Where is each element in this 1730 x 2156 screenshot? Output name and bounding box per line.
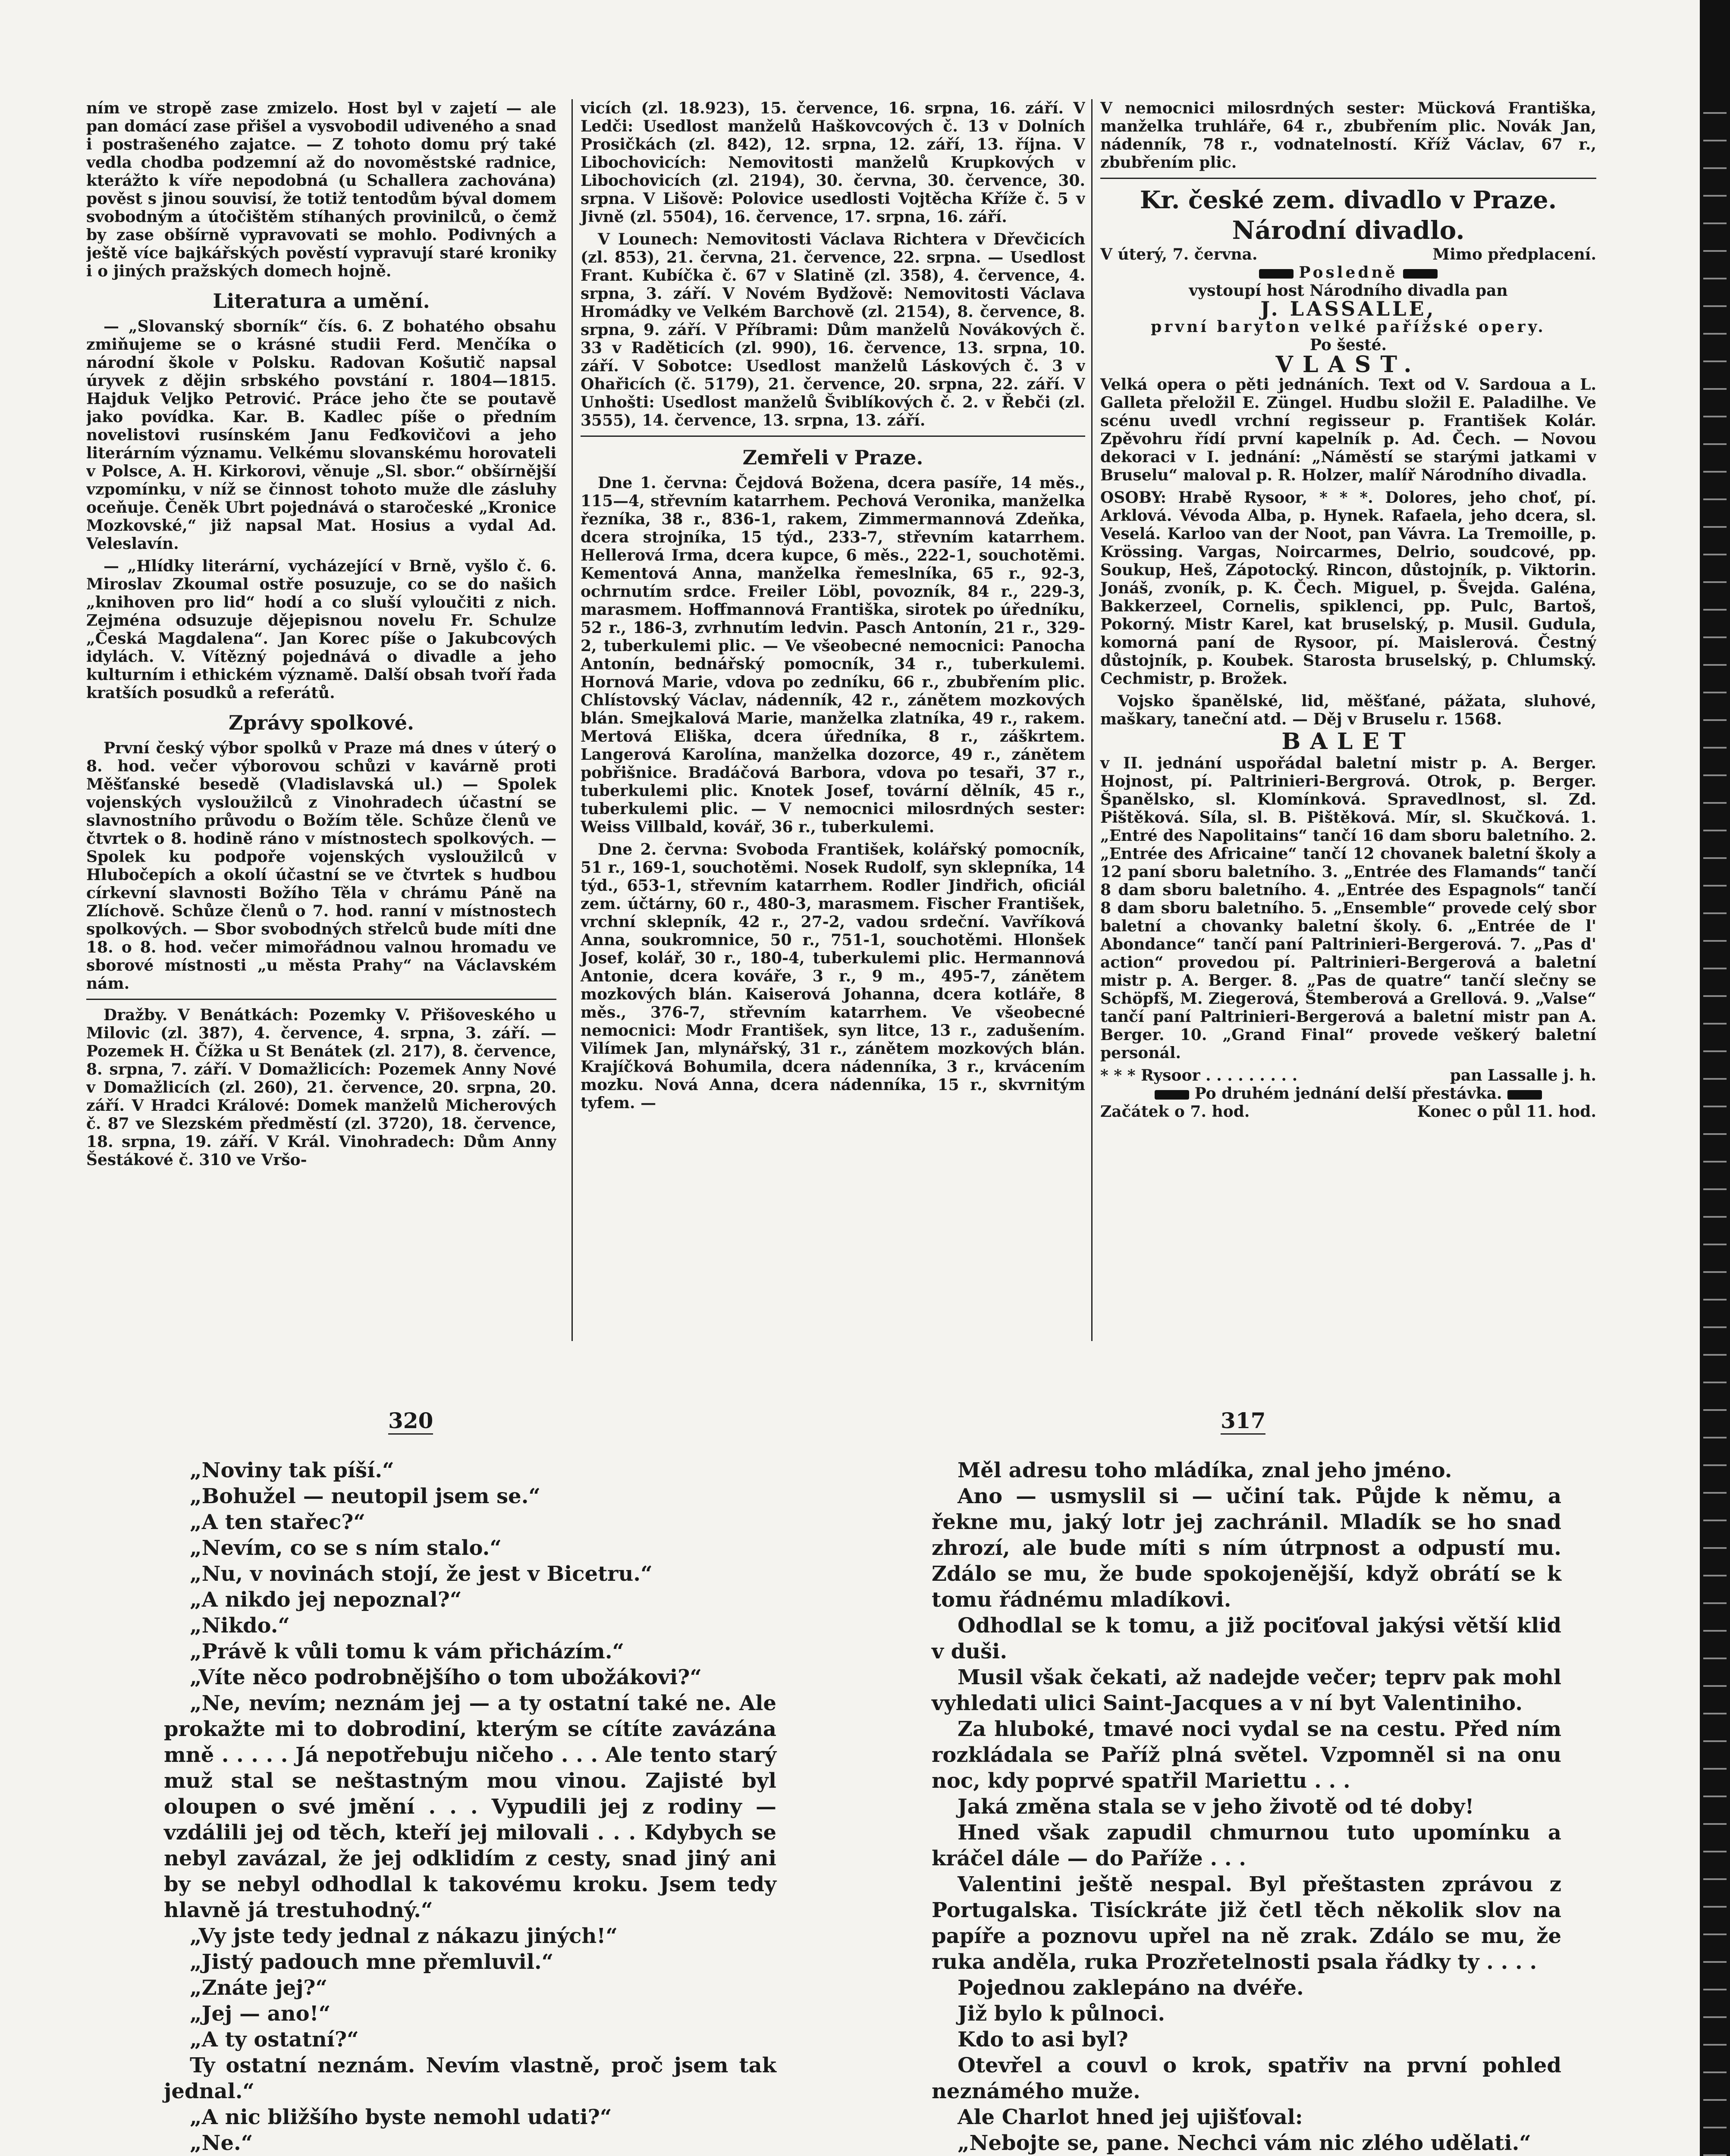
novel-paragraph: Kdo to asi byl? bbox=[958, 2028, 1128, 2052]
cast-list: OSOBY: Hrabě Rysoor, * * *. Dolores, jeho choť, pí. Arklová. Vévoda Alba, p. Hynek. Rafaela, jeho dcera, sl. Veselá. Karloo van der Noot, pan Vávra. La Tremoille, p. Krössing. Vargas, Noircarmes, Delrio, soudcové, pp. Soukup, Heš, Zápotocký. Rincon, důstojník, p. Viktorin. Jonáš, zvoník, p. K. Čech. Miguel, p. Švejda. Galéna, Bakkerzeel, Cornelis, spiklenci, pp. Pulc, Bartoš, Pokorný. Mistr Karel, kat bruselský, p. Musil. Gudula, komorná paní de Rysoor, pí. Maislerová. Čestný důstojník, p. Koubek. Starosta bruselský, p. Chlumský. Cechmistr, p. Brožek. bbox=[1100, 489, 1596, 688]
novel-paragraph: „Jistý padouch mne přemluvil.“ bbox=[190, 1950, 554, 1974]
performance-date-row bbox=[1100, 245, 1596, 263]
opera-description: Velká opera o pěti jednáních. Text od V. Sardoua a L. Galleta přeložil E. Züngel. Hudbu složil E. Paladilhe. Ve scénu uvedl vrchní regisseur p. František Kolár. Zpěvohru řídí první kapelník p. Ad. Čech. — Novou dekoraci v I. jednání: „Náměstí se starými jatkami v Bruselu“ maloval p. R. Holzer, malíř Národního divadla. bbox=[1100, 376, 1596, 484]
novel-paragraph: „Jej — ano!“ bbox=[190, 2002, 331, 2026]
novel-paragraph: „Bohužel — neutopil jsem se.“ bbox=[190, 1484, 541, 1508]
page-number-left: 320 bbox=[388, 1408, 433, 1435]
intermission-text: Po druhém jednání delší přestávka. bbox=[1194, 1084, 1502, 1103]
rysoor-role: * * * Rysoor . . . . . . . . . bbox=[1100, 1066, 1298, 1084]
intermission-line bbox=[1100, 1084, 1596, 1103]
extras-list: Vojsko španělské, lid, měšťané, pážata, sluhové, maškary, taneční atd. — Děj v Bruselu r. 1568. bbox=[1100, 692, 1596, 728]
novel-paragraph: Jaká změna stala se v jeho životě od té doby! bbox=[958, 1795, 1474, 1819]
column-2 bbox=[571, 99, 1085, 1341]
subscription-note: Mimo předplacení. bbox=[1432, 245, 1596, 263]
theatre-header: Kr. české zem. divadlo v Praze. bbox=[1140, 186, 1557, 214]
zemreli-day-1: Dne 1. června: Čejdová Božena, dcera pasíře, 14 měs., 115—4, střevním katarrhem. Pechová Veronika, manželka řezníka, 38 r., 836-1, rakem, Zimmermannová Zdeňka, dcera strojníka, 15 týd., 233-7, střevním katarrhem. Hellerová Irma, dcera kupce, 6 měs., 222-1, souchotěmi. Kementová Anna, manželka řemeslníka, 65 r., 92-3, ochrnutím srdce. Freiler Löbl, povozník, 84 r., 229-3, marasmem. Hoffmannová Františka, sirotek po úředníku, 52 r., 186-3, zvrhnutím ledvin. Pasch Antonín, 21 r., 329-2, tuberkulemi plic. — Ve všeobecné nemocnici: Panocha Antonín, bednářský pomocník, 34 r., tuberkulemi. Hornová Marie, vdova po zedníku, 66 r., zbubřením plic. Chlístovský Václav, nádenník, 42 r., zánětem mozkových blán. Smejkalová Marie, manželka zlatníka, 49 r., rakem. Mertová Eliška, dcera úředníka, 8 r., záškrtem. Langerová Karolína, manželka dozorce, 49 r., zánětem pobřišnice. Bradáčová Barbora, vdova po tesaři, 37 r., tuberkulemi plic. Knotek Josef, tovární dělník, 45 r., tuberkulemi plic. — V nemocnici milosrdných sester: Weiss Villbald, kovář, 36 r., tuberkulemi. bbox=[581, 474, 1085, 836]
spolky-paragraph: První český výbor spolků v Praze má dnes v úterý o 8. hod. večer výborovou schůzi v kavárně proti Měšťanské besedě (Vladislavská ul.) — Spolek vojenských vysloužilců z Vinohradech účastní se slavnostního průvodu o Božím těle. Schůze členů ve čtvrtek o 8. hodině ráno v místnostech spolkových. — Spolek ku podpoře vojenských vysloužilců v Hlubočepích a okolí účastní se ve čtvrtek s hudbou církevní slavnosti Božího Těla v chrámu Páně na Zlíchově. Schůze členů o 7. hod. ranní v místnostech spolkových. — Sbor svobodných střelců bude míti dne 18. o 8. hod. večer mimořádnou valnou hromadu ve sborové místnosti „u města Prahy“ na Václavském nám. bbox=[86, 739, 556, 993]
article-legend-end: ním ve stropě zase zmizelo. Host byl v zajetí — ale pan domácí zase přišel a vysvobodil udiveného a snad i postrašeného zajatce. — Z tohoto domu prý také vedla chodba podzemní až do novoměstské radnice, kterážto k víře nepodobná (u Schallera zachována) pověst s jinou souvisí, že totiž tentodům býval domem svobodným a útočištěm stíhaných provinilců, o čemž by zase obšírně vypravovati se mohlo. Podivných a ještě více bajkářských pověstí vypravují staré kroniky i o jiných pražských domech hojně. bbox=[86, 99, 556, 280]
guest-line-2: první baryton velké pařížské opery. bbox=[1151, 318, 1546, 336]
column-3 bbox=[1091, 99, 1596, 1341]
lit-paragraph-2: — „Hlídky literární, vycházející v Brně, vyšlo č. 6. Miroslav Zkoumal ostře posuzuje, co se do našich „knihoven pro lid“ hodí a co sluší vyloučiti z nich. Zejména odsuzuje dějepisnou novelu Fr. Schulze „Česká Magdalena“. Jan Korec píše o Jakubcových idylách. V. Vítězný pojednává o divadle a jeho kulturním i ethickém významě. Další obsah tvoří řada kratších posudků a referátů. bbox=[86, 557, 556, 702]
novel-paragraph: „Znáte jej?“ bbox=[190, 1976, 328, 2000]
column-1 bbox=[86, 99, 556, 1341]
novel-paragraph: „Nebojte se, pane. Nechci vám nic zlého udělati.“ bbox=[958, 2131, 1531, 2155]
end-time: Konec o půl 11. hod. bbox=[1417, 1103, 1596, 1121]
novel-paragraph: Ty ostatní neznám. Nevím vlastně, proč jsem tak jednal.“ bbox=[164, 2053, 776, 2103]
novel-paragraph: Ale Charlot hned jej ujišťoval: bbox=[958, 2105, 1303, 2129]
novel-paragraph: „Ne.“ bbox=[190, 2131, 253, 2155]
section-title-literatura: Literatura a umění. bbox=[213, 289, 430, 313]
ballet-description: v II. jednání uspořádal baletní mistr p. A. Berger. Hojnost, pí. Paltrinieri-Bergrová. Otrok, p. Berger. Španělsko, sl. Klomínková. Spravedlnost, sl. Zd. Pištěková. Síla, sl. B. Pištěková. Mír, sl. Skučková. 1. „Entré des Napolitains“ tančí 16 dam sboru baletního. 2. „Entrée des Africaine“ tančí 12 chovanek baletní školy a 12 paní sboru baletního. 3. „Entrée des Flamands“ tančí 8 dam sboru baletního. 4. „Entrée des Espagnols“ tančí 8 dam sboru baletního. 5. „Ensemble“ provede celý sbor baletní a chovanky baletní školy. 6. „Entrée de l' Abondance“ tančí paní Paltrinieri-Bergerová. 7. „Pas d' action“ provedou pí. Paltrinieri-Bergerová a baletní mistr p. A. Berger. 8. „Pas de quatre“ tančí slečny se Schöpfš, M. Ziegerová, Štemberová a Grellová. 9. „Valse“ tančí paní Paltrinieri-Bergerová a baletní mistr pan A. Berger. 10. „Grand Final“ provede veškerý baletní personál. bbox=[1100, 754, 1596, 1062]
divider bbox=[581, 436, 1085, 437]
novel-paragraph: „Ne, nevím; neznám jej — a ty ostatní také ne. Ale prokažte mi to dobrodiní, kterým se cítíte zavázána mně . . . . . Já nepotřebuju ničeho . . . Ale tento starý muž stal se neštastným mou vinou. Zajisté byl oloupen o své jmění . . . Vypudili jej z rodiny — vzdálili jej od těch, kteří jej milovali . . . Kdybych se nebyl zavázal, že jej odklidím z cesty, snad jiný ani by se nebyl odhodlal k takovému kroku. Jsem tedy hlavně já trestuhodný.“ bbox=[164, 1691, 776, 1922]
last-performance-label: Posledně bbox=[1299, 263, 1398, 282]
novel-paragraph: Musil však čekati, až nadejde večer; teprv pak mohl vyhledati ulici Saint-Jacques a v ní byt Valentiniho. bbox=[932, 1665, 1561, 1715]
novel-paragraph: Za hluboké, tmavé noci vydal se na cestu. Před ním rozkládala se Paříž plná světel. Vzpomněl si na onu noc, kdy poprvé spatřil Mariettu . . . bbox=[932, 1717, 1561, 1793]
novel-paragraph: Odhodlal se k tomu, a již pociťoval jakýsi větší klid v duši. bbox=[932, 1614, 1561, 1664]
novel-paragraph: „A ty ostatní?“ bbox=[190, 2028, 359, 2052]
zemreli-day-2: Dne 2. června: Svoboda František, kolářský pomocník, 51 r., 169-1, souchotěmi. Nosek Rudolf, syn sklepníka, 14 týd., 653-1, střevním katarrhem. Rodler Jindřich, oficiál zem. účtárny, 60 r., 480-3, marasmem. Fischer František, vrchní sklepník, 42 r., 27-2, vadou srdeční. Vavříková Anna, soukromnice, 50 r., 751-1, souchotěmi. Hlonšek Josef, kolář, 30 r., 180-4, tuberkulemi plic. Hermannová Antonie, dcera kováře, 3 r., 9 m., 495-7, zánětem mozkových blán. Kaiserová Johanna, dcera kotláře, 8 měs., 376-7, střevním katarrhem. Ve všeobecné nemocnici: Modr František, syn litce, 13 r., zadušením. Vilímek Jan, mlynářský, 31 r., zánětem mozkových blán. Krajíčková Bohumila, dcera nádenníka, 3 r., krvácením mozku. Nová Anna, dcera nádenníka, 15 r., skvrnitým tyfem. — bbox=[581, 840, 1085, 1112]
performance-date: V úterý, 7. června. bbox=[1100, 245, 1258, 263]
novel-paragraph: „Víte něco podrobnějšího o tom ubožákovi?“ bbox=[190, 1665, 702, 1689]
newspaper-section bbox=[86, 99, 1596, 1341]
zemreli-cont: V nemocnici milosrdných sester: Mücková Františka, manželka truhláře, 64 r., zbubřením plic. Novák Jan, nádenník, 78 r., vodnatelností. Kříž Václav, 67 r., zbubřením plic. bbox=[1100, 99, 1596, 172]
novel-paragraph: „A ten stařec?“ bbox=[190, 1510, 365, 1534]
edge-ticks bbox=[1703, 86, 1727, 2156]
novel-column-right bbox=[932, 1457, 1561, 2156]
novel-paragraph: „Nevím, co se s ním stalo.“ bbox=[190, 1536, 502, 1560]
pointing-hand-icon bbox=[1155, 1090, 1189, 1100]
rysoor-row bbox=[1100, 1066, 1596, 1084]
novel-paragraph: Již bylo k půlnoci. bbox=[958, 2002, 1165, 2026]
novel-paragraph: Pojednou zaklepáno na dvéře. bbox=[958, 1976, 1304, 2000]
divider bbox=[1100, 178, 1596, 179]
section-title-zpravy: Zprávy spolkové. bbox=[228, 711, 414, 734]
novel-column-left bbox=[164, 1457, 776, 2156]
novel-paragraph: Otevřel a couvl o krok, spatřiv na první pohled neznámého muže. bbox=[932, 2053, 1561, 2103]
page-number-right: 317 bbox=[1221, 1408, 1265, 1435]
theatre-name: Národní divadlo. bbox=[1232, 216, 1465, 245]
guest-line-3: Po šesté. bbox=[1309, 336, 1387, 354]
novel-section bbox=[86, 1410, 1574, 2156]
drazby-cont-1: vicích (zl. 18.923), 15. července, 16. srpna, 16. září. V Ledči: Usedlost manželů Haškovcových č. 13 v Dolních Prosičkách (zl. 842), 12. srpna, 12. září, 13. října. V Libochovicích: Nemovitosti manželů Krupkových v Libochovicích (zl. 2194), 30. června, 30. července, 30. srpna. V Lišově: Polovice usedlosti Vojtěcha Kříže č. 5 v Jivně (zl. 5504), 16. července, 17. srpna, 16. září. bbox=[581, 99, 1085, 226]
novel-paragraph: „Noviny tak píší.“ bbox=[190, 1458, 394, 1482]
opera-title: VLAST. bbox=[1275, 351, 1421, 378]
novel-right-body bbox=[932, 1457, 1561, 2156]
drazby-cont-2: V Lounech: Nemovitosti Václava Richtera v Dřevčicích (zl. 853), 21. června, 21. července, 22. srpna. — Usedlost Frant. Kubíčka č. 67 v Slatině (zl. 358), 4. července, 4. srpna, 3. září. V Novém Bydžově: Nemovitosti Václava Hromádky ve Velkém Barchově (zl. 2154), 8. července, 8. srpna, 9. září. V Příbrami: Dům manželů Novákových č. 33 v Raděticích (zl. 990), 16. července, 13. srpna, 10. září. V Sobotce: Usedlost manželů Láskových č. 3 v Ohařicích (č. 5179), 21. července, 20. srpna, 22. září. V Unhošti: Usedlost manželů Šviblíkových č. 2. v Řebči (zl. 3555), 14. července, 13. srpna, 13. září. bbox=[581, 230, 1085, 429]
start-time: Začátek o 7. hod. bbox=[1100, 1103, 1250, 1121]
pointing-hand-icon bbox=[1259, 269, 1294, 279]
last-performance-line bbox=[1100, 263, 1596, 282]
novel-paragraph: „Nu, v novinách stojí, že jest v Bicetru.“ bbox=[190, 1562, 653, 1586]
novel-paragraph: Měl adresu toho mládíka, znal jeho jméno. bbox=[958, 1458, 1452, 1482]
novel-paragraph: „A nikdo jej nepoznal?“ bbox=[190, 1588, 462, 1612]
guest-name: J. LASSALLE, bbox=[1260, 297, 1436, 320]
page-edge-bar bbox=[1700, 0, 1730, 2156]
novel-paragraph: „A nic bližšího byste nemohl udati?“ bbox=[190, 2105, 612, 2129]
novel-paragraph: Valentini ještě nespal. Byl přeštasten zprávou z Portugalska. Tisíckráte již četl těch několik slov na papíře a poznovu upřel na ně zrak. Zdálo se mu, že ruka anděla, ruka Prozřetelnosti psala řádky ty . . . . bbox=[932, 1872, 1561, 1974]
novel-paragraph: „Právě k vůli tomu k vám přicházím.“ bbox=[190, 1639, 625, 1664]
guest-line-1: vystoupí host Národního divadla pan bbox=[1189, 282, 1508, 300]
section-title-zemreli: Zemřeli v Praze. bbox=[742, 446, 923, 469]
rysoor-performer: pan Lassalle j. h. bbox=[1450, 1066, 1596, 1084]
drazby-paragraph: Dražby. V Benátkách: Pozemky V. Přišoveského u Milovic (zl. 387), 4. července, 4. srpna, 3. září. — Pozemek H. Čížka u St Benátek (zl. 217), 8. července, 8. srpna, 7. září. V Domažlicích: Pozemek Anny Nové v Domažlicích (zl. 260), 21. července, 20. srpna, 20. září. V Hradci Králové: Domek manželů Micherových č. 87 ve Slezském předměstí (zl. 3720), 18. července, 18. srpna, 19. září. V Král. Vinohradech: Dům Anny Šestákové č. 310 ve Vršo- bbox=[86, 1006, 556, 1169]
lit-paragraph-1: — „Slovanský sborník“ čís. 6. Z bohatého obsahu zmiňujeme se o krásné studii Ferd. Menčíka o národní škole v Polsku. Radovan Košutič napsal úryvek z dějin srbského povstání r. 1804—1815. Hajduk Veljko Petrović. Práce jeho čte se poutavě jako povídka. Kar. B. Kadlec píše o předním novelistovi rusínském Janu Feďkovičovi a jeho literárním významu. Velkému slovanskému horovateli v Polsce, A. H. Kirkorovi, věnuje „Sl. sbor.“ obšírnější vzpomínku, v níž se činnost tohoto muže dle zásluhy oceňuje. Čeněk Ubrt pojednává o staročeské „Kronice Mozkovské,“ již napsal Mat. Hosius a vydal Ad. Veleslavín. bbox=[86, 317, 556, 553]
novel-paragraph: „Nikdo.“ bbox=[190, 1614, 290, 1638]
pointing-hand-icon bbox=[1507, 1090, 1542, 1100]
novel-paragraph: Hned však zapudil chmurnou tuto upomínku a kráčel dále — do Paříže . . . bbox=[932, 1821, 1561, 1871]
divider bbox=[86, 999, 556, 1000]
times-row bbox=[1100, 1103, 1596, 1121]
pointing-hand-icon bbox=[1403, 269, 1438, 279]
novel-paragraph: Ano — usmyslil si — učiní tak. Půjde k němu, a řekne mu, jaký lotr jej zachránil. Mladík se ho snad zhrozí, ale bude míti s ním útrpnost a odpustí mu. Zdálo se mu, že bude spokojenější, když obrátí se k tomu řádnému mladíkovi. bbox=[932, 1484, 1561, 1612]
ballet-title: BALET bbox=[1281, 728, 1415, 755]
novel-paragraph: „Vy jste tedy jednal z nákazu jiných!“ bbox=[190, 1924, 618, 1948]
